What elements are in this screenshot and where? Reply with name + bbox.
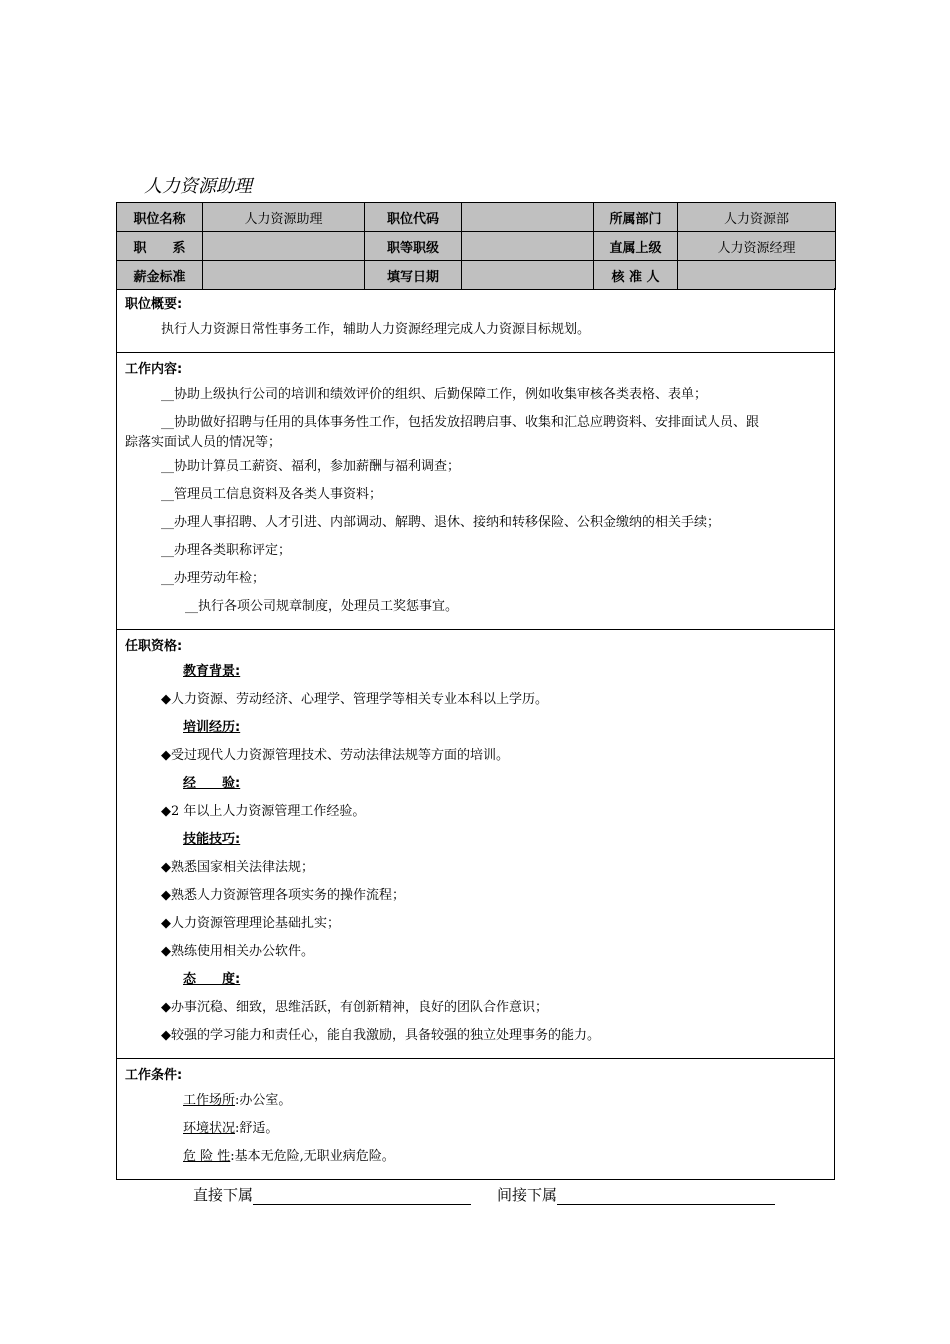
header-label-cell: 职位名称: [117, 203, 203, 232]
duty-item: __办理劳动年检；: [161, 571, 266, 586]
header-row: [117, 203, 836, 232]
header-value-cell: 人力资源部: [678, 203, 836, 232]
duty-item-continued: 踪落实面试人员的情况等；: [125, 435, 282, 450]
condition-key: 危 险 性: [183, 1149, 231, 1164]
header-value-cell: [203, 232, 365, 261]
header-value-cell: [203, 261, 365, 290]
indirect-subordinates-label: 间接下属: [497, 1186, 558, 1204]
qual-item: ◆办事沉稳、细致，思维活跃，有创新精神，良好的团队合作意识；: [161, 1000, 548, 1015]
qual-label-training: 培训经历:: [183, 720, 241, 735]
header-row: [117, 261, 836, 290]
condition-environment: [125, 1115, 824, 1143]
qual-label-education: 教育背景:: [183, 664, 241, 679]
qual-label-attitude: 态 度:: [183, 972, 241, 987]
header-row: [117, 232, 836, 261]
header-value-cell: [678, 261, 836, 290]
condition-value: :办公室。: [235, 1093, 292, 1108]
header-value-cell: [462, 261, 594, 290]
header-label-cell: 职位代码: [365, 203, 462, 232]
qual-item: ◆熟悉国家相关法律法规；: [161, 860, 314, 875]
header-value-cell: 人力资源助理: [203, 203, 365, 232]
qual-label-experience: 经 验:: [183, 776, 241, 791]
qual-item: ◆2 年以上人力资源管理工作经验。: [161, 804, 366, 819]
job-description-body: [116, 288, 835, 1180]
qual-item: ◆较强的学习能力和责任心，能自我激励，具备较强的独立处理事务的能力。: [161, 1028, 600, 1043]
duty-item: __协助计算员工薪资、福利，参加薪酬与福利调查；: [161, 459, 461, 474]
condition-workplace: [125, 1087, 824, 1115]
qual-item: ◆人力资源管理理论基础扎实；: [161, 916, 340, 931]
header-label-cell: 所属部门: [594, 203, 678, 232]
direct-subordinates-label: 直接下属: [193, 1186, 254, 1204]
duty-item: __执行各项公司规章制度，处理员工奖惩事宜。: [185, 599, 459, 614]
condition-key: 环境状况: [183, 1121, 236, 1136]
conditions-section: [117, 1058, 834, 1179]
qualifications-section: [117, 629, 834, 1058]
conditions-title: 工作条件:: [125, 1068, 183, 1083]
document-title: 人力资源助理: [144, 176, 252, 197]
header-label-cell: 直属上级: [594, 232, 678, 261]
qual-item: ◆熟悉人力资源管理各项实务的操作流程；: [161, 888, 405, 903]
header-table: [116, 202, 836, 290]
condition-value: :基本无危险,无职业病危险。: [230, 1149, 395, 1164]
qualifications-title: 任职资格:: [125, 639, 183, 654]
direct-subordinates-field[interactable]: [253, 1188, 471, 1205]
qual-item: ◆受过现代人力资源管理技术、劳动法律法规等方面的培训。: [161, 748, 509, 763]
duty-item: __协助做好招聘与任用的具体事务性工作，包括发放招聘启事、收集和汇总应聘资料、安排面试人员、跟: [161, 415, 760, 430]
overview-text: 执行人力资源日常性事务工作，辅助人力资源经理完成人力资源目标规划。: [161, 322, 591, 337]
header-label-cell: 核 准 人: [594, 261, 678, 290]
duty-item: __管理员工信息资料及各类人事资料；: [161, 487, 383, 502]
duties-section: [117, 352, 834, 629]
duty-item: __办理各类职称评定；: [161, 543, 292, 558]
header-value-cell: 人力资源经理: [678, 232, 836, 261]
duty-item: __协助上级执行公司的培训和绩效评价的组织、后勤保障工作，例如收集审核各类表格、表单；: [161, 387, 708, 402]
indirect-subordinates-field[interactable]: [557, 1188, 775, 1205]
condition-risk: [125, 1143, 824, 1171]
overview-section: [117, 288, 834, 352]
header-value-cell: [462, 203, 594, 232]
condition-key: 工作场所: [183, 1093, 236, 1108]
header-label-cell: 职等职级: [365, 232, 462, 261]
overview-title: 职位概要:: [125, 297, 183, 312]
header-label-cell: 薪金标准: [117, 261, 203, 290]
qual-item: ◆熟练使用相关办公软件。: [161, 944, 314, 959]
header-value-cell: [462, 232, 594, 261]
condition-value: :舒适。: [235, 1121, 279, 1136]
header-label-cell: 职 系: [117, 232, 203, 261]
duty-item: __办理人事招聘、人才引进、内部调动、解聘、退休、接纳和转移保险、公积金缴纳的相关手续；: [161, 515, 721, 530]
qual-item: ◆人力资源、劳动经济、心理学、管理学等相关专业本科以上学历。: [161, 692, 548, 707]
header-label-cell: 填写日期: [365, 261, 462, 290]
duties-title: 工作内容:: [125, 362, 183, 377]
subordinates-footer: [193, 1184, 893, 1205]
qual-label-skills: 技能技巧:: [183, 832, 241, 847]
